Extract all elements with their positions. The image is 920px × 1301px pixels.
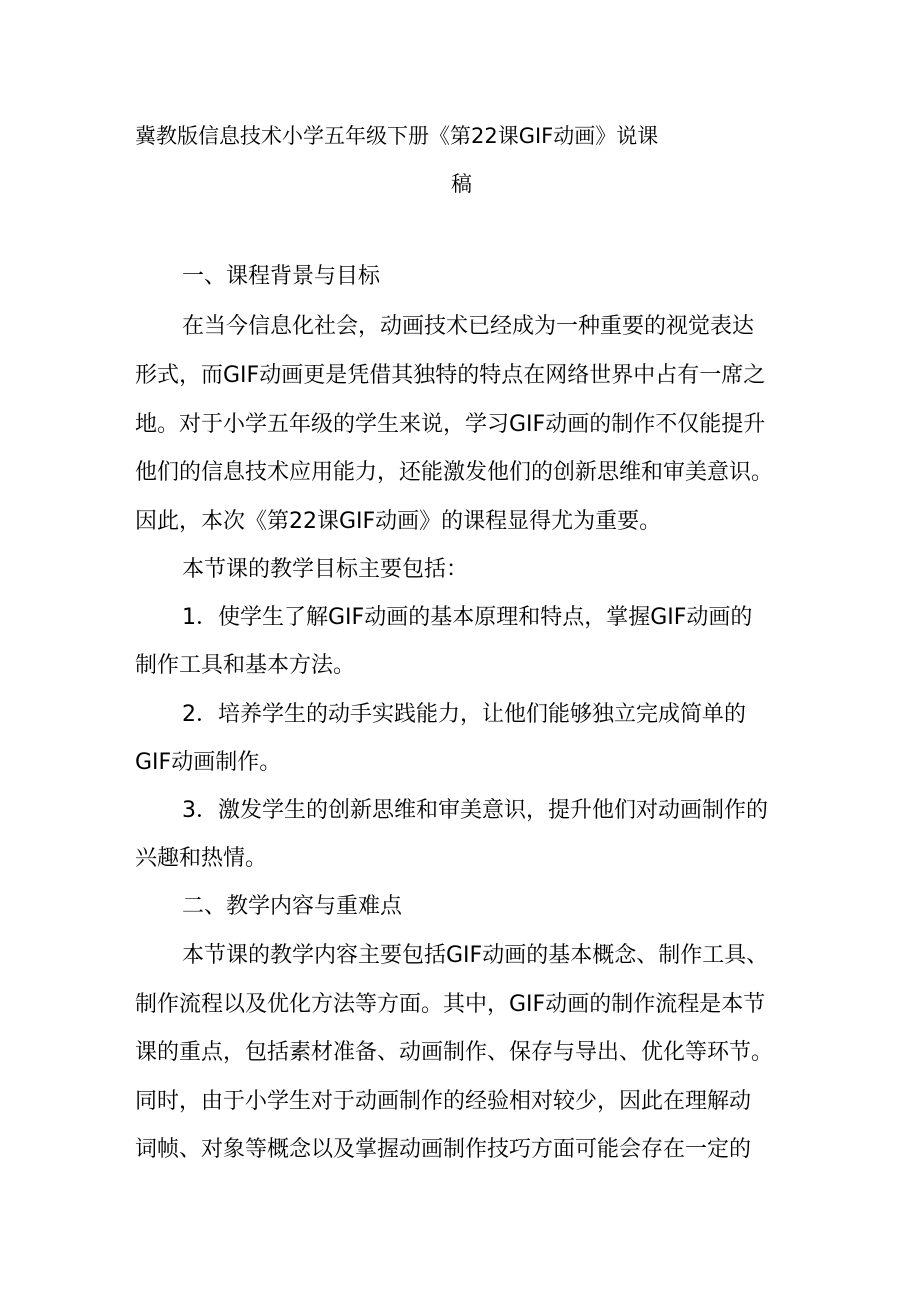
paragraph-line: 制作流程以及优化方法等方面。其中，GIF动画的制作流程是本节 <box>135 992 766 1017</box>
section-heading-1: 一、课程背景与目标 <box>182 264 381 289</box>
paragraph-line: 词帧、对象等概念以及掌握动画制作技巧方面可能会存在一定的 <box>135 1137 752 1162</box>
paragraph-line: 地。对于小学五年级的学生来说，学习GIF动画的制作不仅能提升 <box>135 412 766 437</box>
document-title-line-1: 冀教版信息技术小学五年级下册《第22课GIF动画》说课 <box>135 124 659 148</box>
section-heading-2: 二、教学内容与重难点 <box>182 894 403 919</box>
paragraph-line: 本节课的教学目标主要包括： <box>182 557 469 582</box>
list-item-1-continued: 制作工具和基本方法。 <box>135 653 356 678</box>
paragraph-line: 课的重点，包括素材准备、动画制作、保存与导出、优化等环节。 <box>135 1040 774 1065</box>
paragraph-line: 在当今信息化社会，动画技术已经成为一种重要的视觉表达 <box>182 314 755 339</box>
paragraph-line: 本节课的教学内容主要包括GIF动画的基本概念、制作工具、 <box>182 943 769 968</box>
list-item-1: 1．使学生了解GIF动画的基本原理和特点，掌握GIF动画的 <box>182 605 753 630</box>
list-item-3: 3．激发学生的创新思维和审美意识，提升他们对动画制作的 <box>182 798 768 823</box>
paragraph-line: 形式，而GIF动画更是凭借其独特的特点在网络世界中占有一席之 <box>135 363 766 388</box>
document-title-line-2: 稿 <box>451 172 472 196</box>
list-item-3-continued: 兴趣和热情。 <box>135 846 268 871</box>
list-item-2: 2．培养学生的动手实践能力，让他们能够独立完成简单的 <box>182 702 746 727</box>
paragraph-line: 同时，由于小学生对于动画制作的经验相对较少，因此在理解动 <box>135 1089 752 1114</box>
list-item-2-continued: GIF动画制作。 <box>135 750 282 775</box>
paragraph-line: 他们的信息技术应用能力，还能激发他们的创新思维和审美意识。 <box>135 460 774 485</box>
paragraph-line: 因此，本次《第22课GIF动画》的课程显得尤为重要。 <box>135 509 662 534</box>
